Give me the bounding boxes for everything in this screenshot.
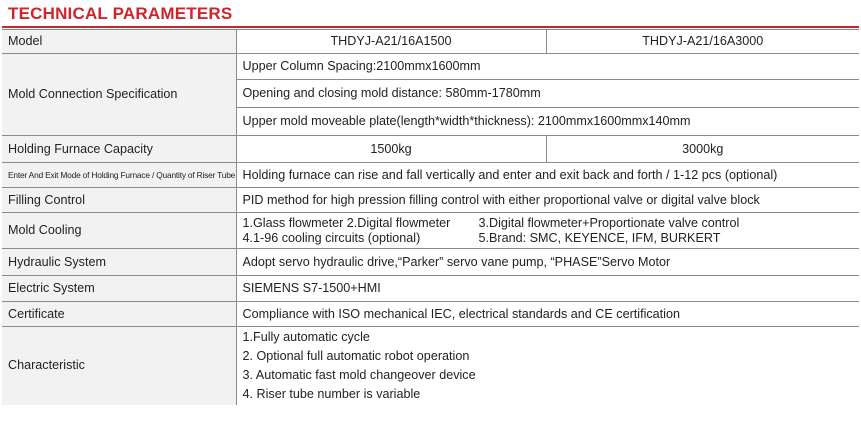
- mold-cooling-line-2: [243, 231, 854, 246]
- row-filling-control: [2, 188, 859, 213]
- value-mold-connection-2: Opening and closing mold distance: 580mm-1780mm: [236, 80, 859, 108]
- row-enter-exit: [2, 163, 859, 188]
- label-enter-exit: Enter And Exit Mode of Holding Furnace / Quantity of Riser Tube: [2, 163, 236, 188]
- label-mold-cooling: Mold Cooling: [2, 213, 236, 249]
- mold-cooling-line-1: [243, 216, 854, 231]
- title-underline: [2, 26, 859, 28]
- value-holding-furnace-b: 3000kg: [546, 136, 859, 163]
- row-mold-connection-1: [2, 54, 859, 80]
- parameters-table: [2, 29, 859, 405]
- value-mold-cooling: [236, 213, 859, 249]
- label-certificate: Certificate: [2, 302, 236, 327]
- value-enter-exit: Holding furnace can rise and fall vertically and enter and exit back and forth / 1-12 pcs (optional): [236, 163, 859, 188]
- label-model: Model: [2, 30, 236, 54]
- value-mold-connection-3: Upper mold moveable plate(length*width*thickness): 2100mmx1600mmx140mm: [236, 108, 859, 136]
- characteristic-item-1: 1.Fully automatic cycle: [242, 329, 370, 344]
- value-holding-furnace-a: 1500kg: [236, 136, 546, 163]
- value-filling-control: PID method for high pression filling control with either proportional valve or digital valve block: [236, 188, 859, 213]
- value-model-a: THDYJ-A21/16A1500: [236, 30, 546, 54]
- row-hydraulic: [2, 249, 859, 276]
- row-certificate: [2, 302, 859, 327]
- mold-cooling-item-4: 4.1-96 cooling circuits (optional): [242, 230, 421, 245]
- characteristic-item-3: 3. Automatic fast mold changeover device: [242, 367, 476, 382]
- value-certificate: Compliance with ISO mechanical IEC, electrical standards and CE certification: [236, 302, 859, 327]
- row-holding-furnace: [2, 136, 859, 163]
- label-hydraulic: Hydraulic System: [2, 249, 236, 276]
- row-characteristic: [2, 327, 859, 405]
- label-characteristic: Characteristic: [2, 327, 236, 405]
- value-model-b: THDYJ-A21/16A3000: [546, 30, 859, 54]
- label-holding-furnace: Holding Furnace Capacity: [2, 136, 236, 163]
- row-electric: [2, 276, 859, 302]
- mold-cooling-item-3: 3.Digital flowmeter+Proportionate valve control: [478, 215, 740, 230]
- value-mold-connection-1: Upper Column Spacing:2100mmx1600mm: [236, 54, 859, 80]
- characteristic-item-4: 4. Riser tube number is variable: [242, 386, 421, 401]
- value-characteristic: [236, 327, 859, 405]
- row-mold-cooling: [2, 213, 859, 249]
- value-hydraulic: Adopt servo hydraulic drive,“Parker” servo vane pump, “PHASE”Servo Motor: [236, 249, 859, 276]
- label-electric: Electric System: [2, 276, 236, 302]
- characteristic-item-2: 2. Optional full automatic robot operation: [242, 348, 470, 363]
- mold-cooling-item-1-2: 1.Glass flowmeter 2.Digital flowmeter: [242, 215, 451, 230]
- label-mold-connection: Mold Connection Specification: [2, 54, 236, 136]
- row-model: [2, 30, 859, 54]
- label-filling-control: Filling Control: [2, 188, 236, 213]
- page-title: TECHNICAL PARAMETERS: [8, 4, 233, 23]
- value-electric: SIEMENS S7-1500+HMI: [236, 276, 859, 302]
- mold-cooling-item-5: 5.Brand: SMC, KEYENCE, IFM, BURKERT: [478, 230, 721, 245]
